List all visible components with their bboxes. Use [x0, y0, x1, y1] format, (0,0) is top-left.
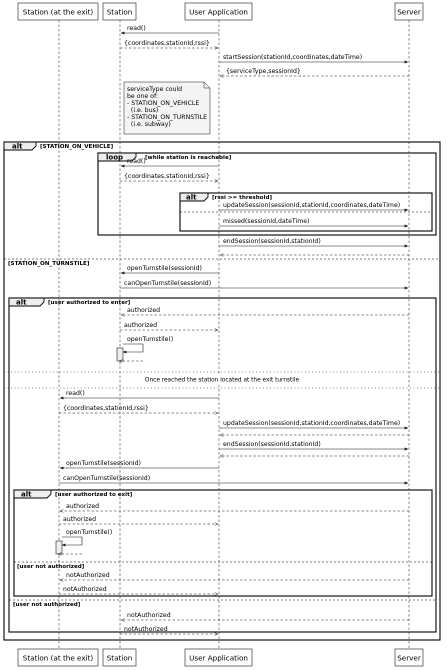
- message-14: [120, 322, 218, 330]
- svg-text:User Application: User Application: [189, 653, 248, 663]
- svg-text:{coordinates,stationId,rssi}: {coordinates,stationId,rssi}: [124, 40, 210, 47]
- message-8: [219, 218, 408, 226]
- participant-app-top: [185, 3, 252, 20]
- guard-station-on-turnstile: [STATION_ON_TURNSTILE]: [8, 261, 90, 267]
- message-9: [219, 238, 408, 246]
- svg-text:openTurnstile(sessionId): openTurnstile(sessionId): [66, 460, 141, 467]
- svg-text:endSession(sessionId,stationId: endSession(sessionId,stationId): [223, 238, 321, 245]
- message-30: [120, 626, 218, 634]
- message-4: [220, 68, 409, 76]
- participant-app-bottom: [185, 649, 252, 666]
- svg-text:updateSession(sessionId,statio: updateSession(sessionId,stationId,coordinates,dateTime): [223, 202, 401, 209]
- svg-text:Station: Station: [106, 7, 133, 17]
- svg-text:read(): read(): [66, 390, 85, 397]
- divider-exit-turnstile: [4, 372, 440, 388]
- message-16: [60, 390, 219, 398]
- svg-text:Station: Station: [106, 653, 133, 663]
- svg-text:User Application: User Application: [189, 7, 248, 17]
- svg-text:authorized: authorized: [127, 307, 161, 314]
- svg-text:alt: alt: [12, 142, 23, 151]
- message-15: [119, 336, 173, 361]
- svg-text:openTurnstile(): openTurnstile(): [66, 529, 113, 536]
- message-26: [58, 529, 112, 554]
- message-20: [219, 441, 408, 449]
- svg-text:Station (at the exit): Station (at the exit): [22, 7, 94, 17]
- note-line-2: be one of:: [127, 93, 159, 100]
- participant-exit-bottom: [18, 649, 98, 666]
- note-line-6: (i.e. subway): [127, 121, 171, 128]
- svg-text:authorized: authorized: [124, 322, 158, 329]
- note-line-1: serviceType could: [127, 86, 183, 93]
- svg-text:authorized: authorized: [63, 516, 97, 523]
- guard-rssi-threshold: [rssi >= threshold]: [212, 195, 273, 201]
- svg-text:notAuthorized: notAuthorized: [66, 572, 110, 579]
- service-type-note: [124, 82, 210, 134]
- message-11: [121, 265, 219, 273]
- svg-text:{coordinates,stationId,rssi}: {coordinates,stationId,rssi}: [124, 173, 210, 180]
- guard-while-reachable: [while station is reachable]: [145, 155, 232, 161]
- svg-text:read(): read(): [127, 158, 146, 165]
- svg-text:openTurnstile(sessionId): openTurnstile(sessionId): [127, 265, 202, 272]
- message-3: [219, 54, 408, 62]
- message-28: [59, 586, 218, 594]
- svg-text:missed(sessionId,dateTime): missed(sessionId,dateTime): [223, 218, 310, 225]
- message-25: [59, 516, 218, 524]
- note-line-5: - STATION_ON_TURNSTILE: [127, 114, 208, 121]
- note-line-4: (i.e. bus): [127, 107, 159, 114]
- svg-text:canOpenTurnstile(sessionId): canOpenTurnstile(sessionId): [63, 475, 151, 482]
- guard-not-authorized-outer: [user not authorized]: [13, 602, 81, 608]
- svg-text:canOpenTurnstile(sessionId): canOpenTurnstile(sessionId): [124, 280, 212, 287]
- message-7: [219, 202, 408, 210]
- participant-exit-top: [18, 3, 98, 20]
- participant-server-bottom: [395, 649, 423, 666]
- message-27: [60, 572, 409, 580]
- messages: [58, 25, 409, 634]
- message-1: [121, 25, 219, 33]
- participant-server-top: [395, 3, 423, 20]
- activation-station-open: [117, 348, 123, 361]
- svg-text:alt: alt: [21, 490, 32, 499]
- guard-authorized-exit: [user authorized to exit]: [55, 492, 133, 498]
- message-23: [59, 475, 408, 483]
- message-22: [60, 460, 219, 468]
- svg-text:alt: alt: [16, 298, 27, 307]
- message-24: [60, 503, 409, 511]
- svg-text:read(): read(): [127, 25, 146, 32]
- svg-text:Station (at the exit): Station (at the exit): [22, 653, 94, 663]
- participant-station-top: [103, 3, 136, 20]
- svg-text:Once reached the station locat: Once reached the station located at the exit turnstile: [144, 377, 300, 384]
- svg-text:{serviceType,sessionId}: {serviceType,sessionId}: [226, 68, 301, 75]
- svg-text:Server: Server: [397, 653, 421, 663]
- guard-not-authorized-inner: [user not authorized]: [17, 564, 85, 570]
- participant-station-bottom: [103, 649, 136, 666]
- message-18: [219, 420, 408, 428]
- guard-authorized-enter: [user authorized to enter]: [48, 300, 131, 306]
- guard-station-on-vehicle: [STATION_ON_VEHICLE]: [40, 144, 114, 150]
- svg-text:{coordinates,stationId,rssi}: {coordinates,stationId,rssi}: [63, 405, 149, 412]
- message-29: [121, 612, 409, 620]
- note-line-3: - STATION_ON_VEHICLE: [127, 100, 200, 107]
- svg-text:loop: loop: [106, 153, 124, 162]
- svg-text:startSession(stationId,coordin: startSession(stationId,coordinates,dateTime): [223, 54, 363, 61]
- svg-text:alt: alt: [186, 193, 197, 202]
- svg-text:notAuthorized: notAuthorized: [124, 626, 168, 633]
- svg-text:authorized: authorized: [66, 503, 100, 510]
- frame-alt-rssi: [180, 193, 432, 231]
- svg-text:notAuthorized: notAuthorized: [127, 612, 171, 619]
- svg-text:notAuthorized: notAuthorized: [63, 586, 107, 593]
- svg-text:endSession(sessionId,stationId: endSession(sessionId,stationId): [223, 441, 321, 448]
- message-17: [59, 405, 218, 413]
- activation-exit-open: [56, 541, 62, 554]
- svg-text:updateSession(sessionId,statio: updateSession(sessionId,stationId,coordinates,dateTime): [223, 420, 401, 427]
- message-6: [120, 173, 218, 181]
- svg-text:Server: Server: [397, 7, 421, 17]
- svg-text:openTurnstile(): openTurnstile(): [127, 336, 174, 343]
- message-2: [120, 40, 218, 48]
- message-13: [121, 307, 409, 315]
- message-12: [120, 280, 408, 288]
